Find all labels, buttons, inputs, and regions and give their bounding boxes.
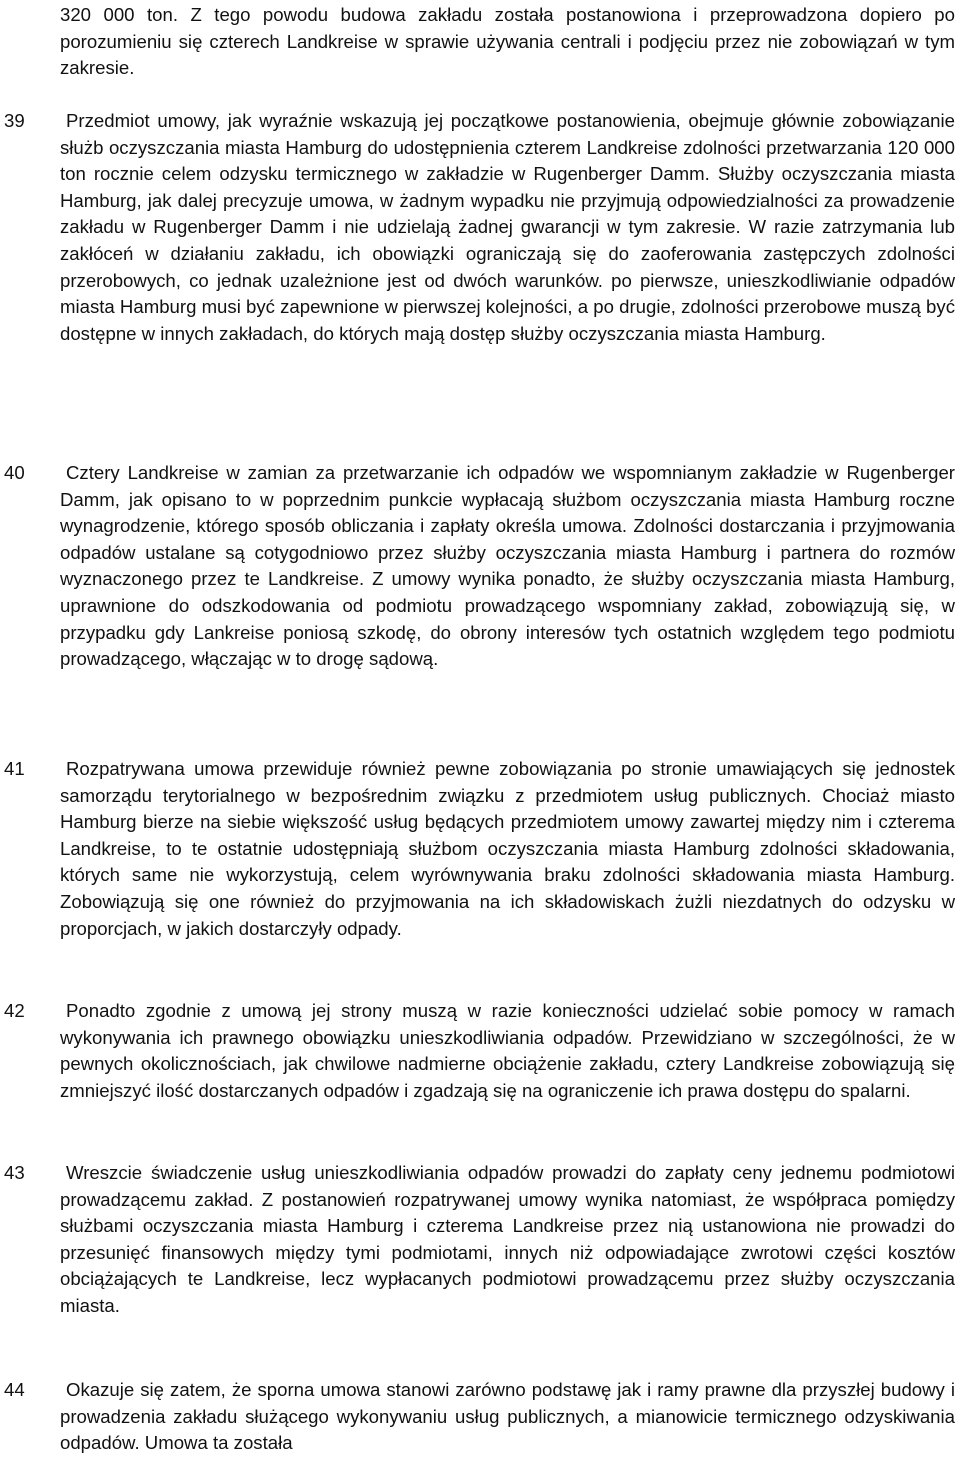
intro-paragraph: 320 000 ton. Z tego powodu budowa zakładu została postanowiona i przeprowadzona dopiero po porozumieniu się czterech Landkreise w sprawie używania centrali i podjęciu przez nie zobowiązań w tym zakresie. — [60, 4, 955, 79]
paragraph-text-content: Wreszcie świadczenie usług unieszkodliwiania odpadów prowadzi do zapłaty ceny jednemu podmiotowi prowadzącemu zakład. Z postanowień rozpatrywanej umowy wynika natomiast, że współpraca pomiędzy służbami oczyszczania miasta Hamburg i czterema Landkreise przez nią ustanowiona nie prowadzi do przesunięć finansowych między tymi podmiotami, innych niż odpowiadające zwrotowi części kosztów obciążających te Landkreise, lecz wypłacanych podmiotowi prowadzącemu przez służby oczyszczania miasta. — [60, 1162, 955, 1316]
paragraph-text — [60, 460, 955, 673]
paragraph-text — [60, 756, 955, 942]
paragraph-text — [60, 1160, 955, 1320]
paragraph-number: 40 — [4, 462, 25, 483]
paragraph-text-content: Rozpatrywana umowa przewiduje również pewne zobowiązania po stronie umawiających się jednostek samorządu terytorialnego w bezpośrednim związku z przedmiotem usług publicznych. Chociaż miasto Hamburg bierze na siebie większość usług będących przedmiotem umowy zawartej między nim i czterema Landkreise, to te ostatnie udostępniają służbom oczyszczania miasta Hamburg zdolności składowania, których same nie wykorzystują, celem wyrównywania braku zdolności składowania miasta Hamburg. Zobowiązują się one również do przyjmowania na ich składowiskach żużli niezdatnych do odzysku w proporcjach, w jakich dostarczyły odpady. — [60, 758, 955, 939]
paragraph-number: 39 — [4, 110, 25, 131]
paragraph-text-content: Okazuje się zatem, że sporna umowa stanowi zarówno podstawę jak i ramy prawne dla przyszłej budowy i prowadzenia zakładu służącego wykonywaniu usług publicznych, a mianowicie termicznego odzyskiwania odpadów. Umowa ta została — [60, 1379, 955, 1454]
paragraph-text — [60, 1377, 955, 1457]
paragraph-text — [60, 998, 955, 1104]
paragraph-number: 41 — [4, 758, 25, 779]
paragraph-number: 44 — [4, 1379, 25, 1400]
paragraph-number: 42 — [4, 1000, 25, 1021]
paragraph-number: 43 — [4, 1162, 25, 1183]
paragraph-text-content: Przedmiot umowy, jak wyraźnie wskazują jej początkowe postanowienia, obejmuje głównie zobowiązanie służb oczyszczania miasta Hamburg do udostępnienia czterem Landkreise zdolności przetwarzania 120 000 ton rocznie celem odzysku termicznego w zakładzie w Rugenberger Damm. Służby oczyszczania miasta Hamburg, jak dalej precyzuje umowa, w żadnym wypadku nie przyjmują odpowiedzialności za prowadzenie zakładu w Rugenberger Damm i nie udzielają żadnej gwarancji w tym zakresie. W razie zatrzymania lub zakłóceń w działaniu zakładu, ich obowiązki ograniczają się do zaoferowania zastępczych zdolności przerobowych, co jednak uzależnione jest od dwóch warunków. po pierwsze, unieszkodliwianie odpadów miasta Hamburg musi być zapewnione w pierwszej kolejności, a po drugie, zdolności przerobowe muszą być dostępne w innych zakładach, do których mają dostęp służby oczyszczania miasta Hamburg. — [60, 110, 955, 344]
paragraph-text-content: Ponadto zgodnie z umową jej strony muszą w razie konieczności udzielać sobie pomocy w ramach wykonywania ich prawnego obowiązku unieszkodliwiania odpadów. Przewidziano w szczególności, że w pewnych okolicznościach, jak chwilowe nadmierne obciążenie zakładu, cztery Landkreise zobowiązują się zmniejszyć ilość dostarczanych odpadów i zgadzają się na ograniczenie ich prawa dostępu do spalarni. — [60, 1000, 955, 1101]
paragraph-text — [60, 108, 955, 347]
paragraph-text-content: Cztery Landkreise w zamian za przetwarzanie ich odpadów we wspomnianym zakładzie w Rugenberger Damm, jak opisano to w poprzednim punkcie wypłacają służbom oczyszczania miasta Hamburg roczne wynagrodzenie, którego sposób obliczania i zapłaty określa umowa. Zdolności dostarczania i przyjmowania odpadów ustalane są cotygodniowo przez służby oczyszczania miasta Hamburg i partnera do rozmów wyznaczonego przez te Landkreise. Z umowy wynika ponadto, że służby oczyszczania miasta Hamburg, uprawnione do odszkodowania od podmiotu prowadzącego wspomniany zakład, zobowiązują się, w przypadku gdy Lankreise poniosą szkodę, do obrony interesów tych ostatnich względem tego podmiotu prowadzącego, włączając w to drogę sądową. — [60, 462, 955, 670]
